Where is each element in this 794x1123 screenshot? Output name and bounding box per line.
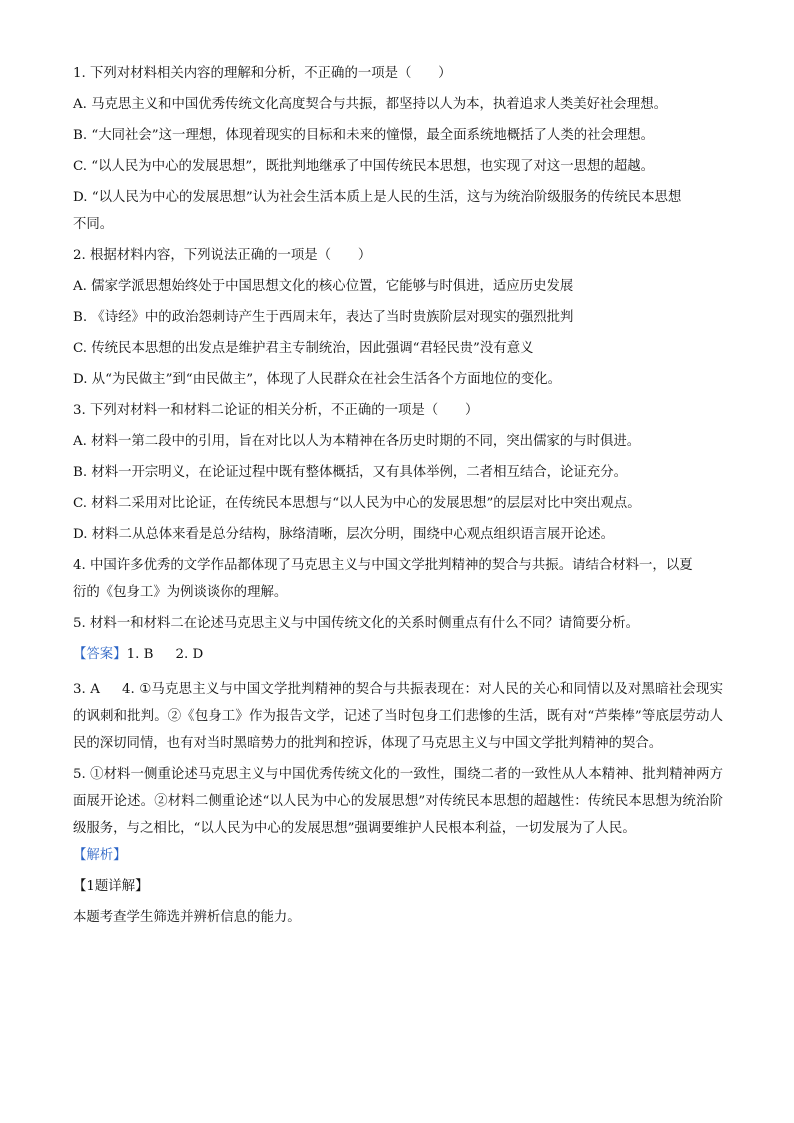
analysis-tag: 【解析】 bbox=[73, 848, 127, 863]
q1-option-d: D. “以人民为中心的发展思想”认为社会生活本质上是人民的生活，这与为统治阶级服务的传统民本思想 bbox=[73, 190, 682, 205]
q2-option-d: D. 从“为民做主”到“由民做主”，体现了人民群众在社会生活各个方面地位的变化。 bbox=[73, 372, 562, 387]
answer-4: 4. ①马克思主义与中国文学批判精神的契合与共振表现在：对人民的关心和同情以及对黑暗社会现实的讽刺和批判。②《包身工》作为报告文学，记述了当时包身工们悲惨的生活，既有对“芦柴棒”等底层劳动人民的深切同情，也有对当时黑暗势力的批判和控诉，体现了马克思主义与中国文学批判精神的契合。 bbox=[73, 682, 723, 751]
q2-option-c: C. 传统民本思想的出发点是维护君主专制统治，因此强调“君轻民贵”没有意义 bbox=[73, 341, 534, 356]
q3-option-b: B. 材料一开宗明义，在论证过程中既有整体概括，又有具体举例，二者相互结合，论证充分。 bbox=[73, 465, 627, 480]
q2-option-b: B. 《诗经》中的政治怨刺诗产生于西周末年，表达了当时贵族阶层对现实的强烈批判 bbox=[73, 310, 574, 325]
q2-option-a: A. 儒家学派思想始终处于中国思想文化的核心位置，它能够与时俱进，适应历史发展 bbox=[73, 279, 574, 294]
analysis-text: 本题考查学生筛选并辨析信息的能力。 bbox=[73, 910, 301, 925]
q3-option-c: C. 材料二采用对比论证，在传统民本思想与“以人民为中心的发展思想”的层层对比中突出观点。 bbox=[73, 496, 641, 511]
answer-3-4 bbox=[73, 676, 723, 757]
q4-stem: 4. 中国许多优秀的文学作品都体现了马克思主义与中国文学批判精神的契合与共振。请结合材料一，以夏 bbox=[73, 558, 693, 573]
q4-stem-continued: 衍的《包身工》为例谈谈你的理解。 bbox=[73, 585, 288, 600]
q3-option-a: A. 材料一第二段中的引用，旨在对比以人为本精神在各历史时期的不同，突出儒家的与时俱进。 bbox=[73, 434, 641, 449]
q1-option-b: B. “大同社会”这一理想，体现着现实的目标和未来的憧憬，最全面系统地概括了人类的社会理想。 bbox=[73, 128, 655, 143]
answer-tag: 【答案】 bbox=[73, 647, 127, 662]
answer-5: 5. ①材料一侧重论述马克思主义与中国优秀传统文化的一致性，围绕二者的一致性从人本精神、批判精神两方面展开论述。②材料二侧重论述“以人民为中心的发展思想”对传统民本思想的超越性：传统民本思想为统治阶级服务，与之相比，“以人民为中心的发展思想”强调要维护人民根本利益，一切发展为了人民。 bbox=[73, 767, 723, 836]
q2-stem: 2. 根据材料内容，下列说法正确的一项是（ ） bbox=[73, 248, 372, 263]
q3-stem: 3. 下列对材料一和材料二论证的相关分析，不正确的一项是（ ） bbox=[73, 403, 479, 418]
answer-header bbox=[73, 645, 723, 665]
answer-2: 2. D bbox=[175, 647, 204, 662]
q1-option-a: A. 马克思主义和中国优秀传统文化高度契合与共振，都坚持以人为本，执着追求人类美好社会理想。 bbox=[73, 97, 667, 112]
q1-stem: 1. 下列对材料相关内容的理解和分析，不正确的一项是（ ） bbox=[73, 66, 452, 81]
q3-option-d: D. 材料二从总体来看是总分结构，脉络清晰，层次分明，围绕中心观点组织语言展开论述。 bbox=[73, 527, 615, 542]
q1-option-d-continued: 不同。 bbox=[73, 217, 114, 232]
analysis-subheading: 【1题详解】 bbox=[73, 879, 149, 894]
answer-3: 3. A bbox=[73, 682, 100, 697]
answer-1: 1. B bbox=[126, 647, 154, 662]
q5-stem: 5. 材料一和材料二在论述马克思主义与中国传统文化的关系时侧重点有什么不同？请简要分析。 bbox=[73, 616, 640, 631]
q1-option-c: C. “以人民为中心的发展思想”，既批判地继承了中国传统民本思想，也实现了对这一思想的超越。 bbox=[73, 159, 654, 174]
document-page bbox=[73, 64, 723, 939]
